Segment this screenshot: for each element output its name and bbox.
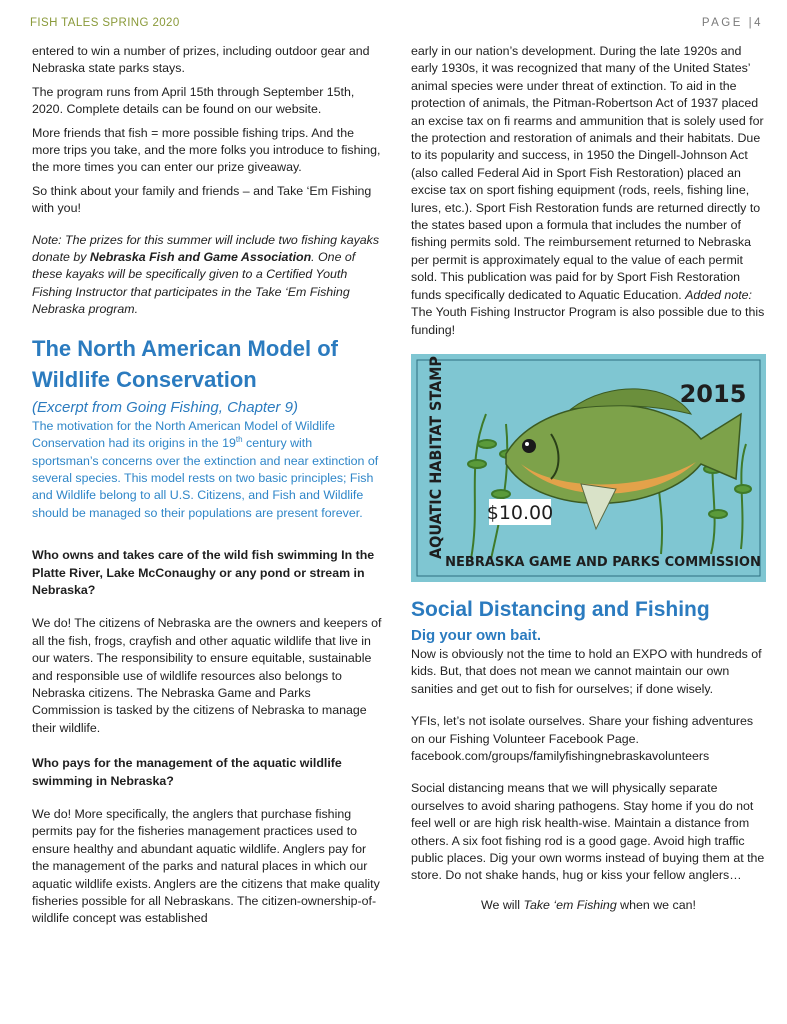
superscript: th: [235, 434, 243, 444]
article-subtitle: (Excerpt from Going Fishing, Chapter 9): [32, 398, 298, 416]
article-title: The North American Model of Wildlife Conservation: [32, 335, 338, 392]
text: So think about your family and friends – and Take ‘Em Fishing: [32, 183, 372, 198]
text: . One of these kayaks will be specifically given to a Certified Youth Fishing Instructor that participates in the Take ‘Em Fishing Nebraska program.: [32, 250, 356, 317]
aquatic-habitat-stamp: [411, 354, 766, 582]
stamp-bottom-text: NEBRASKA GAME AND PARKS COMMISSION: [445, 554, 761, 570]
question-heading: Who pays for the management of the aquatic wildlife swimming in Nebraska?: [32, 756, 342, 788]
stamp-price: $10.00: [486, 501, 554, 524]
closing-line: [411, 897, 766, 914]
text: Note: The prizes for this summer will include two fishing kayaks donate by: [32, 232, 380, 265]
right-column: [411, 43, 766, 914]
newsletter-title: FISH TALES SPRING 2020: [30, 17, 180, 29]
paragraph: entered to win a number of prizes, including outdoor gear and Nebraska state parks stays.: [32, 44, 370, 76]
paragraph: [411, 43, 766, 339]
answer-paragraph: We do! More specifically, the anglers that purchase fishing permits pay for the fisheries management practices used to ensure healthy and abundant aquatic wildlife. Anglers pay for the management of the parks and natural places in which our aquatic wildlife exists. Anglers are the citizens that make quality fisheries possible for all Nebraskans. The citizen-ownership-of-wildlife concept was established: [32, 807, 380, 926]
article-section: [32, 333, 382, 522]
answer-paragraph: We do! The citizens of Nebraska are the owners and keepers of all the fish, frogs, crayfish and other aquatic wildlife that live in our waters. The responsibility to ensure equitable, sustainable and responsible use of wildlife resources also belongs to Nebraska citizens. The Nebraska Game and Parks Commission is tasked by the citizens of Nebraska to manage their wildlife.: [32, 616, 382, 735]
intro-paragraph: [32, 418, 382, 522]
stamp-year: 2015: [679, 379, 747, 408]
text: The motivation for the North American Model of Wildlife Conservation had its origins in the 19: [32, 418, 336, 451]
stamp-side-text: AQUATIC HABITAT STAMP: [426, 355, 445, 559]
text: The Youth Fishing Instructor Program is also possible due to this funding!: [411, 305, 765, 337]
section-title: Social Distancing and Fishing: [411, 597, 710, 621]
stamp-illustration: [411, 354, 766, 582]
paragraph: Social distancing means that we will physically separate ourselves to avoid sharing pathogens. Stay home if you do not feel well or are high risk health-wise. Maintain a distance from others. A six foot fishing rod is a good gage. Avoid high traffic public places. Dig your own worms instead of buying them at the store. Do not shake hands, hug or kiss your fellow anglers…: [411, 781, 765, 883]
article-intro: [32, 418, 382, 522]
paragraph: Now is obviously not the time to hold an EXPO with hundreds of kids. But, that does not mean we cannot maintain our own sanities and get out to fish for ourselves; if done wisely.: [411, 646, 762, 696]
prize-note: [32, 232, 382, 319]
text: with you!: [32, 201, 81, 216]
text: when we can!: [616, 897, 696, 912]
paragraph: More friends that fish = more possible fishing trips. And the more trips you take, and the more folks you introduce to fishing, the more times you can enter our prize giveaway.: [32, 125, 381, 175]
paragraph: [32, 183, 382, 218]
text: We will: [481, 897, 524, 912]
program-name: Take ‘em Fishing: [523, 897, 617, 912]
sponsor-name: Nebraska Fish and Game Association: [89, 250, 312, 265]
question-heading: Who owns and takes care of the wild fish swimming In the Platte River, Lake McConaughy or any pond or stream in Nebraska?: [32, 548, 375, 597]
left-column: [32, 43, 382, 928]
text: century with sportsman’s concerns over the extinction and near extinction of several species. This model rests on two basic principles; Fish and Wildlife belong to all U.S. Citizens, and Fish and Wildlife should be managed so their populations are present forever.: [32, 436, 379, 520]
page-number: PAGE |4: [701, 17, 763, 29]
text: YFIs, let’s not isolate ourselves. Share your fishing adventures on our Fishing Volunteer Facebook Page.: [411, 714, 754, 746]
social-distancing-section: [411, 596, 766, 914]
added-note-label: Added note:: [685, 287, 752, 302]
text: early in our nation’s development. During the late 1920s and early 1930s, it was recognized that many of the United States’ animal species were under threat of extinction. To aid in the protection of animals, the Pitman-Robertson Act of 1937 placed an excise tax on fi rearms and ammunition that is solely used for the protection and restoration of animals and their habitats. Due to its popularity and success, in 1950 the Dingell-Johnson Act (also called Federal Aid in Sport Fish Restoration) placed an excise tax on sport fishing equipment (rods, reels, fishing line, lures, etc.). Sport Fish Restoration funds are returned directly to the states based upon a formula that includes the number of fishing permits sold. The reimbursement returned to Nebraska per permit is approximately equal to the value of each permit sold. This publication was paid for by Sport Fish Restoration funds specifically dedicated to Aquatic Education.: [411, 44, 764, 302]
section-subtitle: Dig your own bait.: [411, 626, 541, 644]
facebook-url: facebook.com/groups/familyfishingnebraskavolunteers: [411, 748, 710, 763]
paragraph: [411, 713, 766, 765]
paragraph: The program runs from April 15th through September 15th, 2020. Complete details can be found on our website.: [32, 84, 355, 117]
